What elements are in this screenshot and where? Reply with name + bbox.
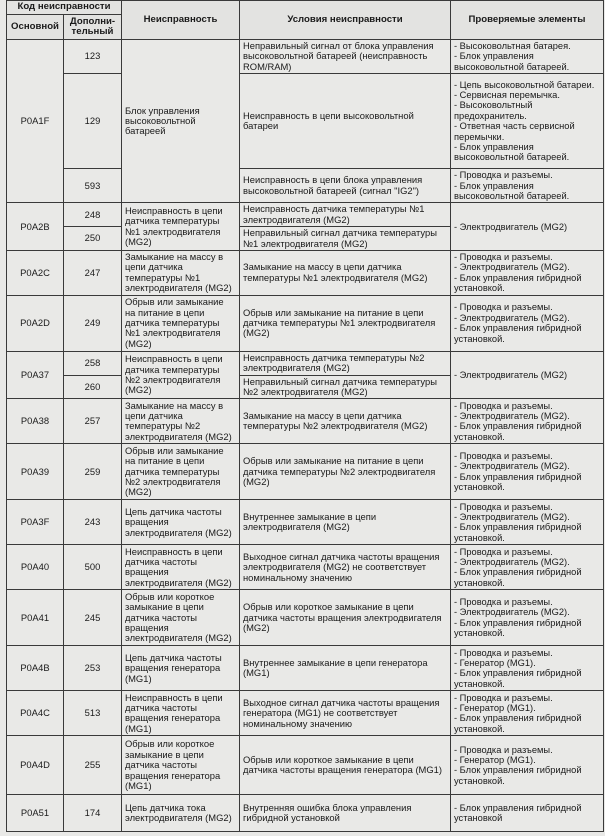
checked-elements-cell — [451, 590, 604, 646]
fault-cell: Неисправность в цепи датчика температуры №1 электродвигателя (MG2) — [122, 203, 240, 251]
header-code-group: Код неисправности — [7, 1, 122, 15]
sub-code-cell: 248 — [64, 203, 122, 227]
sub-code-cell: 243 — [64, 500, 122, 545]
sub-code-cell: 259 — [64, 444, 122, 500]
checked-elements-cell — [451, 545, 604, 590]
table-row — [7, 251, 604, 296]
checked-elements-cell — [451, 251, 604, 296]
condition-cell: Внутреннее замыкание в цепи электродвигателя (MG2) — [240, 500, 451, 545]
checked-elements-cell-text: - Проводка и разъемы. - Электродвигатель (MG2). - Блок управления гибридной установкой. — [454, 501, 582, 543]
checked-elements-cell — [451, 169, 604, 203]
checked-elements-cell — [451, 399, 604, 444]
main-code-cell: P0A3F — [7, 500, 64, 545]
header-fault: Неисправность — [122, 1, 240, 40]
fault-cell: Обрыв или короткое замыкание в цепи датчика частоты вращения электродвигателя (MG2) — [122, 590, 240, 646]
fault-cell: Цепь датчика частоты вращения генератора (MG1) — [122, 646, 240, 691]
table-row — [7, 444, 604, 500]
header-main-code: Основной — [7, 15, 64, 40]
condition-cell: Неисправность в цепи высоковольтной батареи — [240, 74, 451, 169]
checked-elements-cell-text: - Проводка и разъемы. - Генератор (MG1). - Блок управления гибридной установкой. — [454, 744, 582, 786]
main-code-cell: P0A4B — [7, 646, 64, 691]
condition-cell: Внутренняя ошибка блока управления гибридной установкой — [240, 795, 451, 832]
condition-cell: Неправильный сигнал датчика температуры №2 электродвигателя (MG2) — [240, 375, 451, 399]
condition-cell: Замыкание на массу в цепи датчика температуры №1 электродвигателя (MG2) — [240, 251, 451, 296]
condition-cell: Выходное сигнал датчика частоты вращения генератора (MG1) не соответствует номинальному значению — [240, 691, 451, 736]
header-sub-code — [64, 15, 122, 40]
main-code-cell: P0A2C — [7, 251, 64, 296]
condition-cell: Неправильный сигнал датчика температуры №1 электродвигателя (MG2) — [240, 227, 451, 251]
header-checked-elements: Проверяемые элементы — [451, 1, 604, 40]
sub-code-cell: 500 — [64, 545, 122, 590]
checked-elements-cell-text: - Электродвигатель (MG2) — [454, 369, 568, 380]
fault-cell: Цепь датчика частоты вращения электродвигателя (MG2) — [122, 500, 240, 545]
fault-cell: Блок управления высоковольтной батареей — [122, 40, 240, 203]
main-code-cell: P0A39 — [7, 444, 64, 500]
checked-elements-cell-text: - Проводка и разъемы. - Генератор (MG1). - Блок управления гибридной установкой. — [454, 692, 582, 734]
checked-elements-cell-text: - Высоковольтная батарея. - Блок управления высоковольтной батареей. — [454, 41, 571, 72]
checked-elements-cell — [451, 691, 604, 736]
fault-cell: Обрыв или замыкание на питание в цепи датчика температуры №1 электродвигателя (MG2) — [122, 295, 240, 351]
checked-elements-cell — [451, 736, 604, 795]
fault-cell: Обрыв или короткое замыкание в цепи датчика частоты вращения генератора (MG1) — [122, 736, 240, 795]
sub-code-cell: 513 — [64, 691, 122, 736]
main-code-cell: P0A4C — [7, 691, 64, 736]
main-code-cell: P0A4D — [7, 736, 64, 795]
fault-cell: Цепь датчика тока электродвигателя (MG2) — [122, 795, 240, 832]
condition-cell: Обрыв или замыкание на питание в цепи датчика температуры №1 электродвигателя (MG2) — [240, 295, 451, 351]
table-row — [7, 590, 604, 646]
checked-elements-cell-text: - Проводка и разъемы. - Электродвигатель (MG2). - Блок управления гибридной установкой. — [454, 400, 582, 442]
sub-code-cell: 257 — [64, 399, 122, 444]
main-code-cell: P0A37 — [7, 351, 64, 399]
table-row — [7, 545, 604, 590]
condition-cell: Выходное сигнал датчика частоты вращения электродвигателя (MG2) не соответствует номинальному значению — [240, 545, 451, 590]
sub-code-cell: 255 — [64, 736, 122, 795]
fault-cell: Неисправность в цепи датчика частоты вращения генератора (MG1) — [122, 691, 240, 736]
sub-code-cell: 174 — [64, 795, 122, 832]
table-row — [7, 795, 604, 832]
main-code-cell: P0A51 — [7, 795, 64, 832]
fault-cell: Замыкание на массу в цепи датчика температуры №1 электродвигателя (MG2) — [122, 251, 240, 296]
header-conditions: Условия неисправности — [240, 1, 451, 40]
fault-cell: Обрыв или замыкание на питание в цепи датчика температуры №2 электродвигателя (MG2) — [122, 444, 240, 500]
checked-elements-cell — [451, 646, 604, 691]
sub-code-cell: 245 — [64, 590, 122, 646]
checked-elements-cell-text: - Проводка и разъемы. - Электродвигатель (MG2). - Блок управления гибридной установкой. — [454, 451, 582, 493]
main-code-cell: P0A40 — [7, 545, 64, 590]
sub-code-cell: 253 — [64, 646, 122, 691]
checked-elements-cell — [451, 500, 604, 545]
sub-code-cell: 247 — [64, 251, 122, 296]
sub-code-cell: 593 — [64, 169, 122, 203]
table-row — [7, 74, 604, 169]
condition-cell: Обрыв или замыкание на питание в цепи датчика температуры №2 электродвигателя (MG2) — [240, 444, 451, 500]
checked-elements-cell-text: - Проводка и разъемы. - Генератор (MG1). - Блок управления гибридной установкой. — [454, 647, 582, 689]
table-row — [7, 736, 604, 795]
checked-elements-cell-text: - Блок управления гибридной установкой — [454, 802, 582, 824]
fault-cell: Замыкание на массу в цепи датчика температуры №2 электродвигателя (MG2) — [122, 399, 240, 444]
main-code-cell: P0A41 — [7, 590, 64, 646]
table-row — [7, 203, 604, 227]
table-row — [7, 500, 604, 545]
table-row — [7, 691, 604, 736]
table-row — [7, 295, 604, 351]
checked-elements-cell-text: - Электродвигатель (MG2) — [454, 221, 568, 232]
fault-cell: Неисправность в цепи датчика температуры №2 электродвигателя (MG2) — [122, 351, 240, 399]
checked-elements-cell — [451, 40, 604, 74]
condition-cell: Неисправность в цепи блока управления высоковольтной батареей (сигнал "IG2") — [240, 169, 451, 203]
checked-elements-cell-text: - Проводка и разъемы. - Электродвигатель (MG2). - Блок управления гибридной установкой. — [454, 546, 582, 588]
table-row — [7, 399, 604, 444]
condition-cell: Внутреннее замыкание в цепи генератора (MG1) — [240, 646, 451, 691]
checked-elements-cell-text: - Проводка и разъемы. - Электродвигатель (MG2). - Блок управления гибридной установкой. — [454, 302, 582, 344]
checked-elements-cell — [451, 444, 604, 500]
main-code-cell: P0A38 — [7, 399, 64, 444]
sub-code-cell: 249 — [64, 295, 122, 351]
checked-elements-cell-text: - Цепь высоковольтной батареи. - Сервисная перемычка. - Высоковольтный предохранитель. - Ответная часть сервисной перемычки. - Блок управления высоковольтной батареей. — [454, 79, 595, 163]
header-sub-code-text: Дополни- тельный — [69, 16, 116, 37]
checked-elements-cell — [451, 203, 604, 251]
main-code-cell: P0A2D — [7, 295, 64, 351]
condition-cell: Обрыв или короткое замыкание в цепи датчика частоты вращения электродвигателя (MG2) — [240, 590, 451, 646]
table-row — [7, 169, 604, 203]
table-body — [7, 40, 604, 832]
condition-cell: Замыкание на массу в цепи датчика температуры №2 электродвигателя (MG2) — [240, 399, 451, 444]
fault-cell: Неисправность в цепи датчика частоты вращения электродвигателя (MG2) — [122, 545, 240, 590]
sub-code-cell: 250 — [64, 227, 122, 251]
checked-elements-cell-text: - Проводка и разъемы. - Электродвигатель (MG2). - Блок управления гибридной установкой. — [454, 252, 582, 294]
checked-elements-cell — [451, 351, 604, 399]
main-code-cell: P0A2B — [7, 203, 64, 251]
fault-code-table — [6, 0, 604, 832]
table-row — [7, 351, 604, 375]
sub-code-cell: 123 — [64, 40, 122, 74]
sub-code-cell: 258 — [64, 351, 122, 375]
sub-code-cell: 260 — [64, 375, 122, 399]
checked-elements-cell — [451, 74, 604, 169]
checked-elements-cell — [451, 795, 604, 832]
condition-cell: Неисправность датчика температуры №1 электродвигателя (MG2) — [240, 203, 451, 227]
main-code-cell: P0A1F — [7, 40, 64, 203]
checked-elements-cell-text: - Проводка и разъемы. - Электродвигатель (MG2). - Блок управления гибридной установкой. — [454, 597, 582, 639]
table-row — [7, 40, 604, 74]
sub-code-cell: 129 — [64, 74, 122, 169]
condition-cell: Неисправность датчика температуры №2 электродвигателя (MG2) — [240, 351, 451, 375]
checked-elements-cell-text: - Проводка и разъемы. - Блок управления высоковольтной батареей. — [454, 170, 570, 202]
checked-elements-cell — [451, 295, 604, 351]
table-row — [7, 646, 604, 691]
condition-cell: Неправильный сигнал от блока управления высоковольтной батареей (неисправность ROM/RAM) — [240, 40, 451, 74]
condition-cell: Обрыв или короткое замыкание в цепи датчика частоты вращения генератора (MG1) — [240, 736, 451, 795]
